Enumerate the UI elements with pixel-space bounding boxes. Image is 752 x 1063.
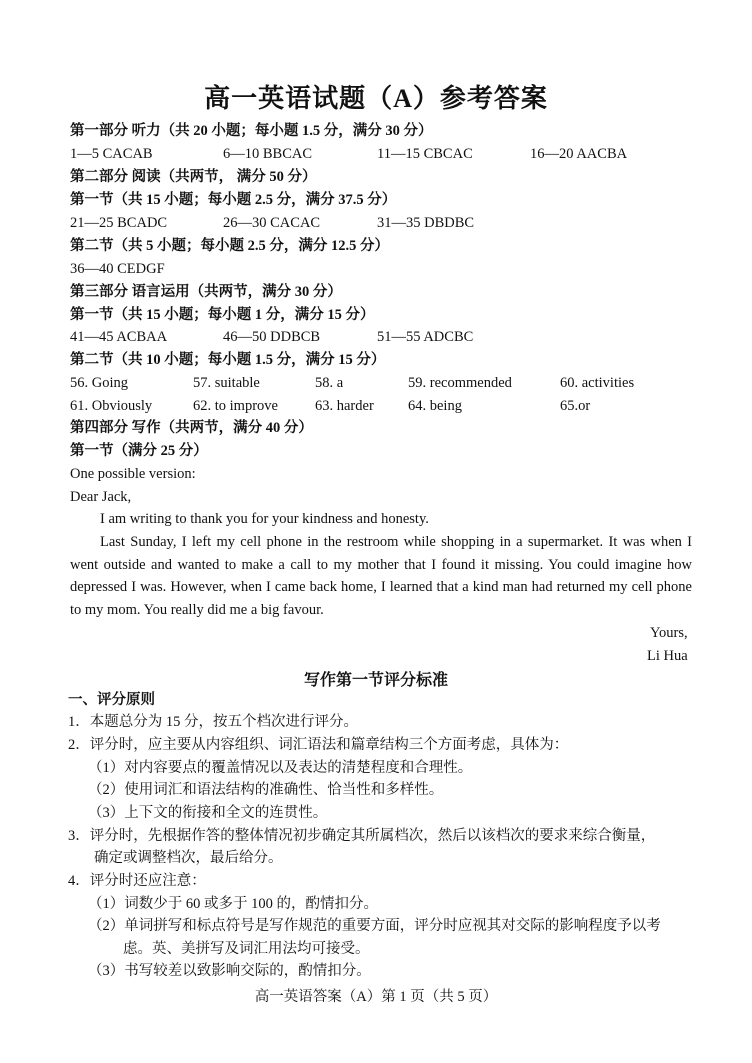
- answer-group: 46—50 DDBCB: [223, 329, 321, 345]
- page-footer: 高一英语答案（A）第 1 页（共 5 页）: [254, 989, 498, 1005]
- criteria-subitem-continued: 虑。英、美拼写及词汇用法均可接受。: [123, 941, 370, 957]
- answer-group: 51—55 ADCBC: [377, 329, 474, 345]
- criteria-item: 3．评分时，先根据作答的整体情况初步确定其所属档次，然后以该档次的要求来综合衡量，: [68, 828, 656, 844]
- part2-section2-answers: 36—40 CEDGF: [70, 261, 165, 277]
- answer-item: 60. activities: [560, 375, 635, 391]
- answer-group: 21—25 BCADC: [70, 215, 168, 231]
- answer-item: 56. Going: [70, 375, 128, 391]
- part3-section1-heading: 第一节（共 15 小题；每小题 1 分，满分 15 分）: [70, 307, 375, 323]
- criteria-subitem: （2）单词拼写和标点符号是写作规范的重要方面，评分时应视其对交际的影响程度予以考: [88, 918, 661, 934]
- answer-item: 58. a: [315, 375, 344, 391]
- criteria-title: 写作第一节评分标准: [303, 672, 448, 689]
- criteria-item: 2．评分时，应主要从内容组织、词汇语法和篇章结构三个方面考虑，具体为：: [68, 737, 569, 753]
- letter-salutation: Dear Jack,: [70, 489, 132, 505]
- answer-item: 61. Obviously: [70, 398, 153, 414]
- answer-group: 41—45 ACBAA: [70, 329, 168, 345]
- answer-item: 62. to improve: [193, 398, 278, 414]
- criteria-item-continued: 确定或调整档次，最后给分。: [94, 850, 283, 866]
- answer-item: 65.or: [560, 398, 591, 414]
- criteria-subitem: （2）使用词汇和语法结构的准确性、恰当性和多样性。: [88, 782, 444, 798]
- letter-paragraph-1: I am writing to thank you for your kindness and honesty.: [100, 511, 429, 527]
- answer-item: 57. suitable: [193, 375, 260, 391]
- letter-paragraph-2: Last Sunday, I left my cell phone in the restroom while shopping in a supermarket. It was when I went outside and wanted to make a call to my mother that I found it missing. You could imagine how depressed I was. However, when I came back home, I learned that a kind man had returned my cell phone to my mom. You really did me a big favour.: [70, 534, 692, 618]
- version-label: One possible version:: [70, 466, 196, 482]
- part3-section2-answers-row1: [70, 373, 710, 393]
- part3-heading: 第三部分 语言运用（共两节，满分 30 分）: [70, 284, 342, 300]
- answer-group: 16—20 AACBA: [530, 146, 628, 162]
- part4-heading: 第四部分 写作（共两节，满分 40 分）: [70, 420, 313, 436]
- answer-group: 26—30 CACAC: [223, 215, 321, 231]
- answer-group: 1—5 CACAB: [70, 146, 153, 162]
- criteria-subitem: （1）对内容要点的覆盖情况以及表达的清楚程度和合理性。: [88, 760, 473, 776]
- part2-section1-answers: [70, 213, 710, 233]
- answer-group: 6—10 BBCAC: [223, 146, 313, 162]
- criteria-subitem: （3）书写较差以致影响交际的，酌情扣分。: [88, 963, 371, 979]
- answer-group: 11—15 CBCAC: [377, 146, 473, 162]
- criteria-item: 4．评分时还应注意：: [68, 873, 206, 889]
- page-title: 高一英语试题（A）参考答案: [204, 84, 548, 113]
- criteria-subitem: （3）上下文的衔接和全文的连贯性。: [88, 805, 328, 821]
- answer-group: 31—35 DBDBC: [377, 215, 475, 231]
- part2-heading: 第二部分 阅读（共两节， 满分 50 分）: [70, 169, 317, 185]
- answer-item: 59. recommended: [408, 375, 512, 391]
- part1-heading: 第一部分 听力（共 20 小题；每小题 1.5 分，满分 30 分）: [70, 123, 433, 139]
- part3-section2-heading: 第二节（共 10 小题；每小题 1.5 分，满分 15 分）: [70, 352, 386, 368]
- principles-heading: 一、评分原则: [68, 692, 155, 708]
- part4-section1-heading: 第一节（满分 25 分）: [70, 443, 208, 459]
- part2-section2-heading: 第二节（共 5 小题；每小题 2.5 分，满分 12.5 分）: [70, 238, 389, 254]
- part3-section2-answers-row2: [70, 396, 710, 416]
- letter-signature: Li Hua: [647, 648, 688, 664]
- part2-section1-heading: 第一节（共 15 小题；每小题 2.5 分，满分 37.5 分）: [70, 192, 397, 208]
- part3-section1-answers: [70, 327, 710, 347]
- answer-item: 63. harder: [315, 398, 374, 414]
- letter-closing: Yours,: [650, 625, 688, 641]
- criteria-subitem: （1）词数少于 60 或多于 100 的，酌情扣分。: [88, 896, 378, 912]
- criteria-item: 1．本题总分为 15 分，按五个档次进行评分。: [68, 714, 358, 730]
- part1-answers: [70, 144, 710, 164]
- answer-item: 64. being: [408, 398, 462, 414]
